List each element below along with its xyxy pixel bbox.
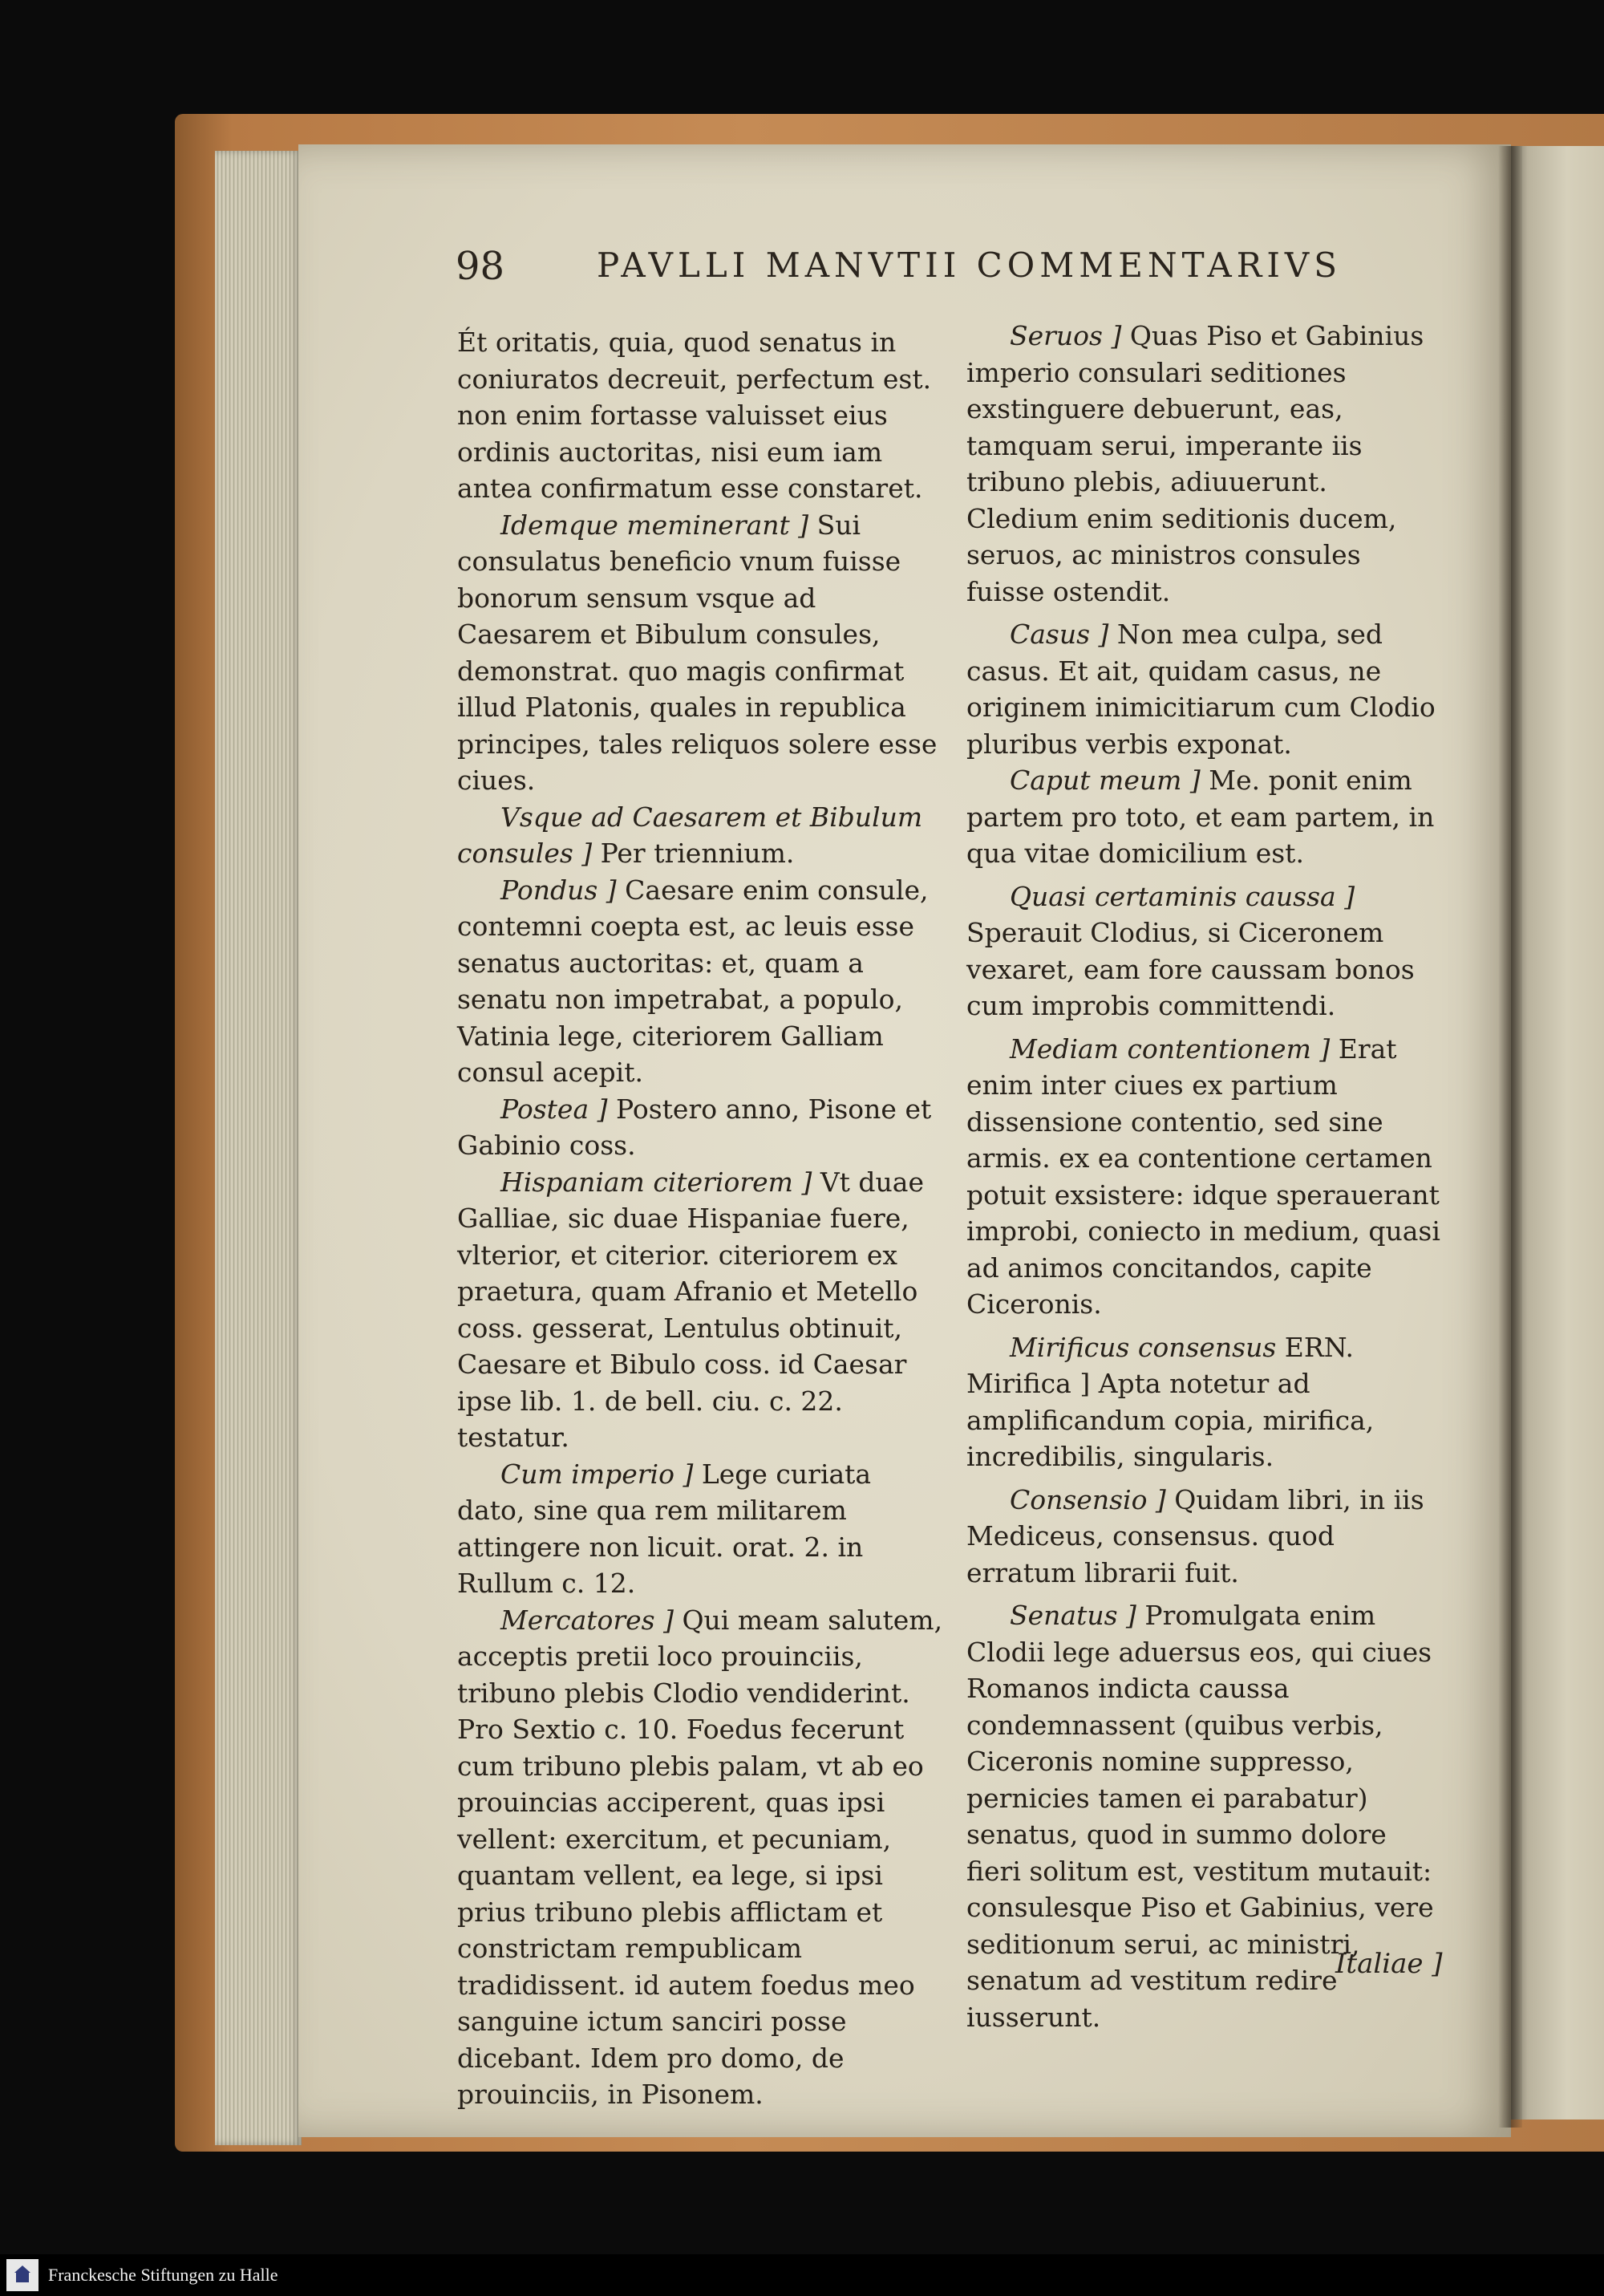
commentary-text: Postero anno, Pisone et Gabinio coss. (457, 1093, 932, 1161)
footer-bar (0, 2254, 1604, 2296)
commentary-text: Lege curiata dato, sine qua rem militarem attingere non licuit. orat. 2. in Rullum c. 12. (457, 1458, 872, 1599)
paragraph (966, 1482, 1446, 1592)
paragraph (966, 762, 1446, 872)
paragraph (457, 799, 945, 872)
lemma: Caput meum ] (1010, 765, 1201, 796)
lemma: Consensio ] (1010, 1483, 1166, 1515)
lemma: Vsque ad Caesarem et Bibulum consules ] (457, 801, 923, 869)
commentary-text: Me. ponit enim partem pro toto, et eam partem, in qua vitae domicilium est. (966, 765, 1435, 869)
commentary-text: Qui meam salutem, acceptis pretii loco prouinciis, tribuno plebis Clodio vendiderint. Pro Sextio c. 10. Foedus fecerunt cum tribuno plebis palam, vt ab eo prouincias acciperent, quas ipsi vellent: exercitum, et pecuniam, quantam vellent, ea lege, si ipsi prius tribuno plebis afflictam et constrictam rempublicam tradidissent. id autem foedus meo sanguine ictum sanciri posse dicebant. Idem pro domo, de prouinciis, in Pisonem. (457, 1604, 943, 2110)
lemma: Seruos ] (1010, 320, 1122, 351)
commentary-text: Non mea culpa, sed casus. Et ait, quidam casus, ne originem inimicitiarum cum Clodio pluribus verbis exponat. (966, 619, 1436, 760)
commentary-text: ERN. Mirifica ] Apta notetur ad amplificandum copia, mirifica, incredibilis, singularis. (966, 1331, 1375, 1472)
catchword: Italiae ] (1335, 1948, 1443, 1980)
commentary-text: Vt duae Galliae, sic duae Hispaniae fuere, vlterior, et citerior. citeriorem ex praetura, quam Afranio et Metello coss. gesserat, Lentulus obtinuit, Caesare et Bibulo coss. id Caesar ipse lib. 1. de bell. ciu. c. 22. testatur. (457, 1166, 924, 1453)
paragraph (966, 1031, 1446, 1323)
paragraph (457, 1602, 945, 2113)
paragraph (966, 878, 1446, 1024)
facing-page-edge (1511, 146, 1604, 2120)
paragraph (457, 872, 945, 1091)
lemma: Casus ] (1010, 619, 1109, 650)
commentary-text: Per triennium. (592, 838, 795, 869)
lemma: Postea ] (500, 1093, 608, 1125)
commentary-text: Erat enim inter ciues ex partium dissensione contentio, sed sine armis. ex ea contentione certamen potuit exsistere: idque sperauerant improbi, coniecto in medium, quasi ad animos concitandos, capite Ciceronis. (966, 1032, 1440, 1320)
lemma: Senatus ] (1010, 1600, 1136, 1631)
page-number: 98 (456, 244, 505, 289)
left-column (457, 324, 945, 2113)
commentary-text: Sperauit Clodius, si Ciceronem vexaret, eam fore caussam bonos cum improbis committendi. (966, 917, 1415, 1021)
commentary-text: Ét oritatis, quia, quod senatus in coniuratos decreuit, perfectum est. non enim fortasse valuisset eius ordinis auctoritas, nisi eum iam antea confirmatum esse constaret. (457, 327, 932, 504)
commentary-text: Promulgata enim Clodii lege aduersus eos, qui ciues Romanos indicta caussa condemnassent (quibus verbis, Ciceronis nomine suppresso, pernicies tamen ei parabatur) senatus, quod in summo dolore fieri solitum est, vestitum mutauit: consulesque Piso et Gabinius, vere seditionum serui, ac ministri, senatum ad vestitum redire iusserunt. (966, 1600, 1434, 2033)
lemma: Mirificus consensus (1010, 1331, 1277, 1363)
gutter-shadow (1498, 146, 1522, 2128)
lemma: Hispaniam citeriorem ] (500, 1166, 812, 1198)
commentary-text: Caesare enim consule, contemni coepta est, ac leuis esse senatus auctoritas: et, quam a senatu non impetrabat, a populo, Vatinia lege, citeriorem Galliam consul acepit. (457, 874, 929, 1088)
commentary-text: Quas Piso et Gabinius imperio consulari seditiones exstinguere debuerunt, eas, tamquam serui, imperante iis tribuno plebis, adiuuerunt. Cledium enim seditionis ducem, seruos, ac ministros consules fuisse ostendit. (966, 320, 1424, 607)
paragraph (457, 507, 945, 799)
lemma: Idemque meminerant ] (500, 509, 809, 541)
paragraph (457, 1164, 945, 1456)
page-header (456, 244, 1343, 289)
paragraph (966, 318, 1446, 610)
paragraph (966, 616, 1446, 762)
lemma: Pondus ] (500, 874, 617, 906)
institution-logo-icon (6, 2259, 38, 2291)
paragraph (457, 1456, 945, 1602)
running-head: PAVLLI MANVTII COMMENTARIVS (597, 245, 1343, 285)
page-edges (215, 151, 302, 2145)
commentary-text: Quidam libri, in iis Mediceus, consensus. quod erratum librarii fuit. (966, 1483, 1424, 1588)
lemma: Mercatores ] (500, 1604, 674, 1636)
commentary-text: Sui consulatus beneficio vnum fuisse bonorum sensum vsque ad Caesarem et Bibulum consules, demonstrat. quo magis confirmat illud Platonis, quales in republica principes, tales reliquos solere esse ciues. (457, 509, 938, 796)
paragraph (966, 1329, 1446, 1475)
lemma: Quasi certaminis caussa ] (1010, 880, 1355, 912)
lemma: Cum imperio ] (500, 1458, 694, 1490)
lemma: Mediam contentionem ] (1010, 1032, 1331, 1065)
footer-credit: Franckesche Stiftungen zu Halle (48, 2265, 278, 2285)
right-column (966, 318, 1446, 2035)
paragraph (457, 324, 945, 507)
paragraph (457, 1091, 945, 1164)
